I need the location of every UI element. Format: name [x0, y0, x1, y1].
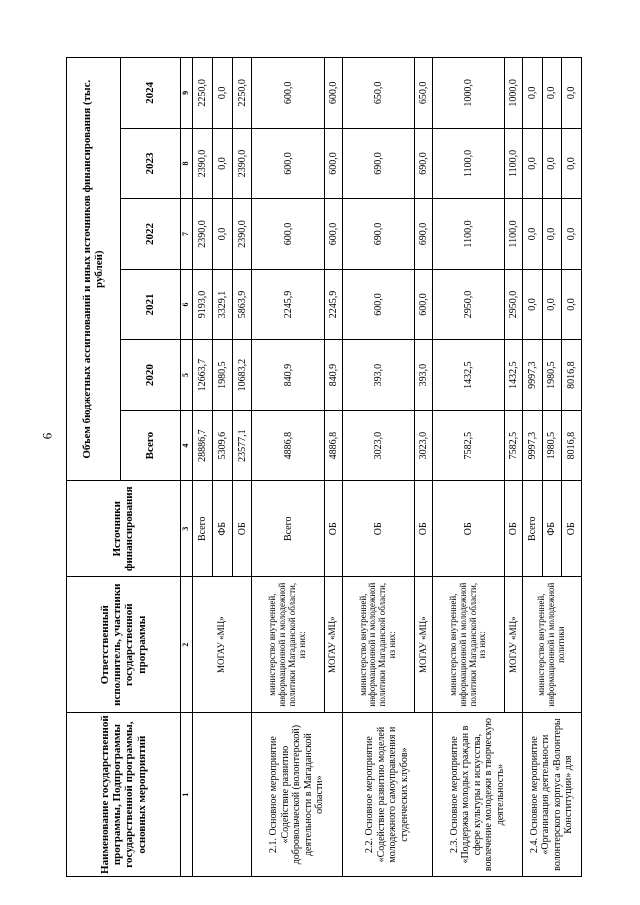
value-year: 9193,0 — [193, 269, 213, 340]
value-year: 0,0 — [562, 269, 582, 340]
source-cell: ОБ — [562, 481, 582, 577]
event-name: 2.2. Основное мероприятие «Содействие развитию моделей молодежного самоуправления и студенческих клубов» — [342, 713, 432, 877]
value-year: 600,0 — [415, 269, 433, 340]
value-year: 12663,7 — [193, 340, 213, 411]
value-year: 1000,0 — [432, 58, 505, 129]
value-year: 0,0 — [213, 58, 233, 129]
table-row — [432, 58, 505, 877]
source-cell: ОБ — [415, 481, 433, 577]
value-year: 650,0 — [342, 58, 415, 129]
value-year: 2950,0 — [432, 269, 505, 340]
value-year: 0,0 — [562, 128, 582, 199]
page-number: 6 — [39, 432, 55, 440]
value-year: 1980,5 — [542, 340, 562, 411]
value-year: 600,0 — [325, 199, 343, 270]
value-year: 0,0 — [542, 269, 562, 340]
value-year: 0,0 — [562, 58, 582, 129]
value-year: 600,0 — [252, 128, 325, 199]
source-cell: ОБ — [342, 481, 415, 577]
value-year: 600,0 — [325, 58, 343, 129]
value-year: 840,9 — [252, 340, 325, 411]
value-year: 840,9 — [325, 340, 343, 411]
value-year: 2390,0 — [232, 199, 252, 270]
value-year: 2950,0 — [505, 269, 523, 340]
table-body — [193, 58, 582, 877]
value-year: 3329,1 — [213, 269, 233, 340]
value-total: 23577,1 — [232, 410, 252, 481]
value-year: 650,0 — [415, 58, 433, 129]
value-year: 1980,5 — [213, 340, 233, 411]
value-year: 600,0 — [325, 128, 343, 199]
column-number: 5 — [180, 340, 192, 411]
source-cell: ОБ — [325, 481, 343, 577]
value-year: 600,0 — [252, 58, 325, 129]
header-total: Всего — [120, 410, 180, 481]
value-year: 600,0 — [252, 199, 325, 270]
value-total: 7582,5 — [505, 410, 523, 481]
value-year: 0,0 — [522, 58, 542, 129]
value-year: 1000,0 — [505, 58, 523, 129]
value-total: 9997,3 — [522, 410, 542, 481]
value-year: 0,0 — [542, 199, 562, 270]
column-number: 4 — [180, 410, 192, 481]
value-year: 2245,9 — [325, 269, 343, 340]
value-total: 5309,6 — [213, 410, 233, 481]
value-year: 2245,9 — [252, 269, 325, 340]
table-row — [522, 58, 542, 877]
source-cell: ФБ — [542, 481, 562, 577]
responsible-cell: министерство внутренней, информационной и молодежной политики Магаданской области, из них: — [432, 577, 505, 713]
responsible-cell: министерство внутренней, информационной и молодежной политики — [522, 577, 581, 713]
table-row — [193, 58, 213, 877]
value-year: 1100,0 — [505, 199, 523, 270]
value-total: 3023,0 — [415, 410, 433, 481]
value-year: 0,0 — [522, 128, 542, 199]
header-name: Наименование государственной программы, Подпрограммы государственной программы, основных мероприятий — [67, 713, 181, 877]
table-row — [252, 58, 325, 877]
header-year-2022: 2022 — [120, 199, 180, 270]
responsible-cell: МОГАУ «МЦ» — [193, 577, 252, 713]
source-cell: ОБ — [432, 481, 505, 577]
responsible-cell: министерство внутренней, информационной и молодежной политики Магаданской области, из них: — [342, 577, 415, 713]
column-number: 2 — [180, 577, 192, 713]
value-total: 28886,7 — [193, 410, 213, 481]
column-number: 7 — [180, 199, 192, 270]
header-responsible: Ответственный исполнитель, участники государственной программы — [67, 577, 181, 713]
header-year-2024: 2024 — [120, 58, 180, 129]
budget-table — [66, 57, 582, 877]
value-year: 8016,8 — [562, 340, 582, 411]
value-year: 0,0 — [213, 199, 233, 270]
value-year: 0,0 — [542, 58, 562, 129]
header-source: Источники финансирования — [67, 481, 181, 577]
responsible-cell: МОГАУ «МЦ» — [505, 577, 523, 713]
event-name: 2.1. Основное мероприятие «Содействие развитию добровольческой (волонтерской) деятельности в Магаданской области» — [252, 713, 342, 877]
source-cell: ОБ — [505, 481, 523, 577]
column-number: 9 — [180, 58, 192, 129]
value-year: 0,0 — [542, 128, 562, 199]
value-year: 2250,0 — [193, 58, 213, 129]
column-number: 3 — [180, 481, 192, 577]
rotated-page — [66, 57, 582, 877]
header-year-2023: 2023 — [120, 128, 180, 199]
column-number-row — [180, 58, 192, 877]
value-year: 0,0 — [522, 199, 542, 270]
value-year: 0,0 — [522, 269, 542, 340]
value-year: 2390,0 — [232, 128, 252, 199]
source-cell: Всего — [252, 481, 325, 577]
header-volume: Объем бюджетных ассигнований и иных источников финансирования (тыс. рублей) — [67, 58, 121, 481]
responsible-cell: министерство внутренней, информационной и молодежной политики Магаданской области, из них: — [252, 577, 325, 713]
value-year: 1432,5 — [432, 340, 505, 411]
source-cell: Всего — [193, 481, 213, 577]
value-year: 2250,0 — [232, 58, 252, 129]
value-year: 393,0 — [415, 340, 433, 411]
value-year: 393,0 — [342, 340, 415, 411]
event-name: 2.4. Основное мероприятие «Организация деятельности волонтерского корпуса «Волонтеры Конституции» для — [522, 713, 581, 877]
responsible-cell: МОГАУ «МЦ» — [325, 577, 343, 713]
value-year: 690,0 — [415, 128, 433, 199]
column-number: 6 — [180, 269, 192, 340]
value-year: 2390,0 — [193, 199, 213, 270]
source-cell: ФБ — [213, 481, 233, 577]
value-year: 1100,0 — [432, 128, 505, 199]
column-number: 8 — [180, 128, 192, 199]
event-name: 2.3. Основное мероприятие «Поддержка молодых граждан в сфере культуры и искусства, вовлечение молодежи в творческую деятельность» — [432, 713, 522, 877]
value-total: 7582,5 — [432, 410, 505, 481]
table-row — [342, 58, 415, 877]
value-year: 10683,2 — [232, 340, 252, 411]
header-year-2020: 2020 — [120, 340, 180, 411]
value-year: 1432,5 — [505, 340, 523, 411]
value-total: 4886,8 — [252, 410, 325, 481]
value-year: 0,0 — [213, 128, 233, 199]
value-year: 0,0 — [562, 199, 582, 270]
value-year: 690,0 — [415, 199, 433, 270]
value-year: 2390,0 — [193, 128, 213, 199]
responsible-cell: МОГАУ «МЦ» — [415, 577, 433, 713]
value-year: 600,0 — [342, 269, 415, 340]
value-total: 8016,8 — [562, 410, 582, 481]
value-total: 1980,5 — [542, 410, 562, 481]
value-year: 1100,0 — [505, 128, 523, 199]
value-year: 1100,0 — [432, 199, 505, 270]
value-total: 3023,0 — [342, 410, 415, 481]
name-cell-empty — [193, 713, 252, 877]
value-year: 5863,9 — [232, 269, 252, 340]
value-year: 690,0 — [342, 128, 415, 199]
column-number: 1 — [180, 713, 192, 877]
value-year: 690,0 — [342, 199, 415, 270]
value-total: 4886,8 — [325, 410, 343, 481]
value-year: 9997,3 — [522, 340, 542, 411]
source-cell: Всего — [522, 481, 542, 577]
source-cell: ОБ — [232, 481, 252, 577]
header-year-2021: 2021 — [120, 269, 180, 340]
